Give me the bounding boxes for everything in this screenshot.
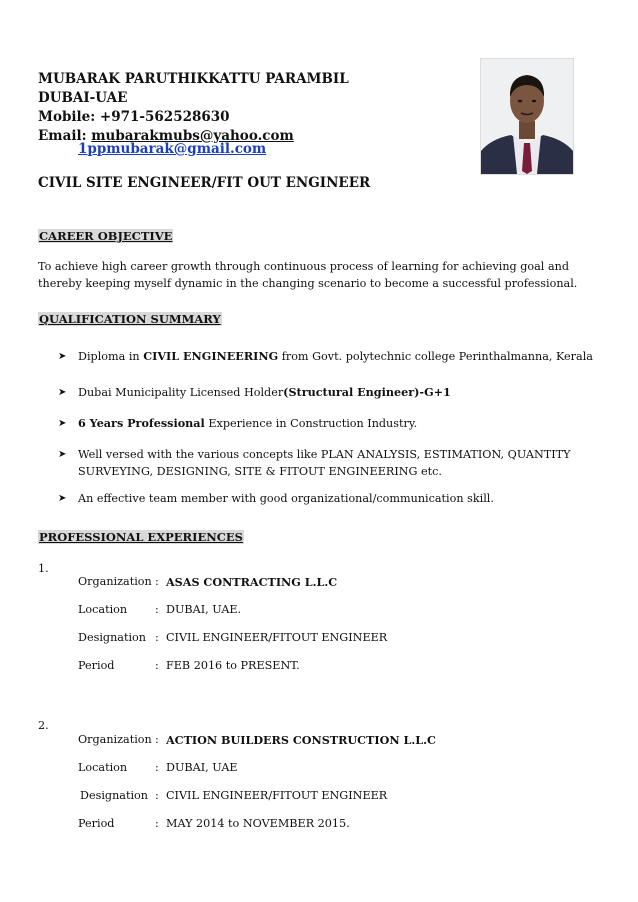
candidate-name: MUBARAK PARUTHIKKATTU PARAMBIL [38,71,349,87]
resume-page: MUBARAK PARUTHIKKATTU PARAMBIL DUBAI-UAE Mobile: +971-562528630 Email: mubarakmubs@yahoo.com 1ppmubarak@gmail.com CIVIL SITE ENGINEER/FIT OUT ENGINEER CAREER OBJECTIVE To achieve high career growth through continuous process of learning for achieving goal and thereby keeping myself dynamic in the changing scenario to become a successful professional. QUALIFICATION SUMMARY ➤ Diploma in CIVIL ENGINEERING from Govt. polytechnic college Perinthalmanna, Kerala ➤ Dubai Municipality Licensed Holder(Structural Engineer)-G+1 ➤ 6 Years Professional Experience in Construction Industry. ➤ Well versed with the various concepts like PLAN ANALYSIS, ESTIMATION, QUANTITY SURVEYING, DESIGNING, SITE & FITOUT ENGINEERING etc. ➤ An effective team member with good organizational/communication skill. PROFESSIONAL EXPERIENCES 1. Organization : ASAS CONTRACTING L.L.C Location : DUBAI, UAE. Designation : CIVIL ENGINEER/FITOUT ENGINEER Period : FEB 2016 to PRESENT. 2. Organization : ACTION BUILDERS CONSTRUCTION L.L.C Location : DUBAI, UAE Designation : CIVIL ENGINEER/FITOUT ENGINEER Period : MAY 2014 to NOVEMBER 2015. [0,0,638,902]
section-heading-experience: PROFESSIONAL EXPERIENCES [39,530,243,544]
career-objective-text: To achieve high career growth through continuous process of learning for achieving goal and thereby keeping myself dynamic in the changing scenario to become a successful professional. [38,260,578,290]
section-heading-career-objective: CAREER OBJECTIVE [39,229,173,243]
organization-name: ACTION BUILDERS CONSTRUCTION L.L.C [166,733,436,747]
email-link-gmail[interactable]: 1ppmubarak@gmail.com [78,141,267,157]
profile-photo [480,58,574,175]
arrow-bullet-icon: ➤ [58,351,67,362]
email-link-yahoo[interactable]: mubarakmubs@yahoo.com [91,128,294,144]
job-number: 2. [38,719,49,732]
candidate-location: DUBAI-UAE [38,90,128,106]
job-number: 1. [38,562,49,575]
arrow-bullet-icon: ➤ [58,387,67,398]
job-title: CIVIL SITE ENGINEER/FIT OUT ENGINEER [38,175,371,191]
contact-header [38,70,349,146]
mobile-line: Mobile: +971-562528630 [38,109,230,125]
email-line: Email: mubarakmubs@yahoo.com [38,128,294,144]
mobile-number: +971-562528630 [99,109,230,125]
arrow-bullet-icon: ➤ [58,493,67,504]
arrow-bullet-icon: ➤ [58,449,67,460]
section-heading-qualification: QUALIFICATION SUMMARY [39,312,221,326]
organization-name: ASAS CONTRACTING L.L.C [166,575,338,589]
arrow-bullet-icon: ➤ [58,418,67,429]
